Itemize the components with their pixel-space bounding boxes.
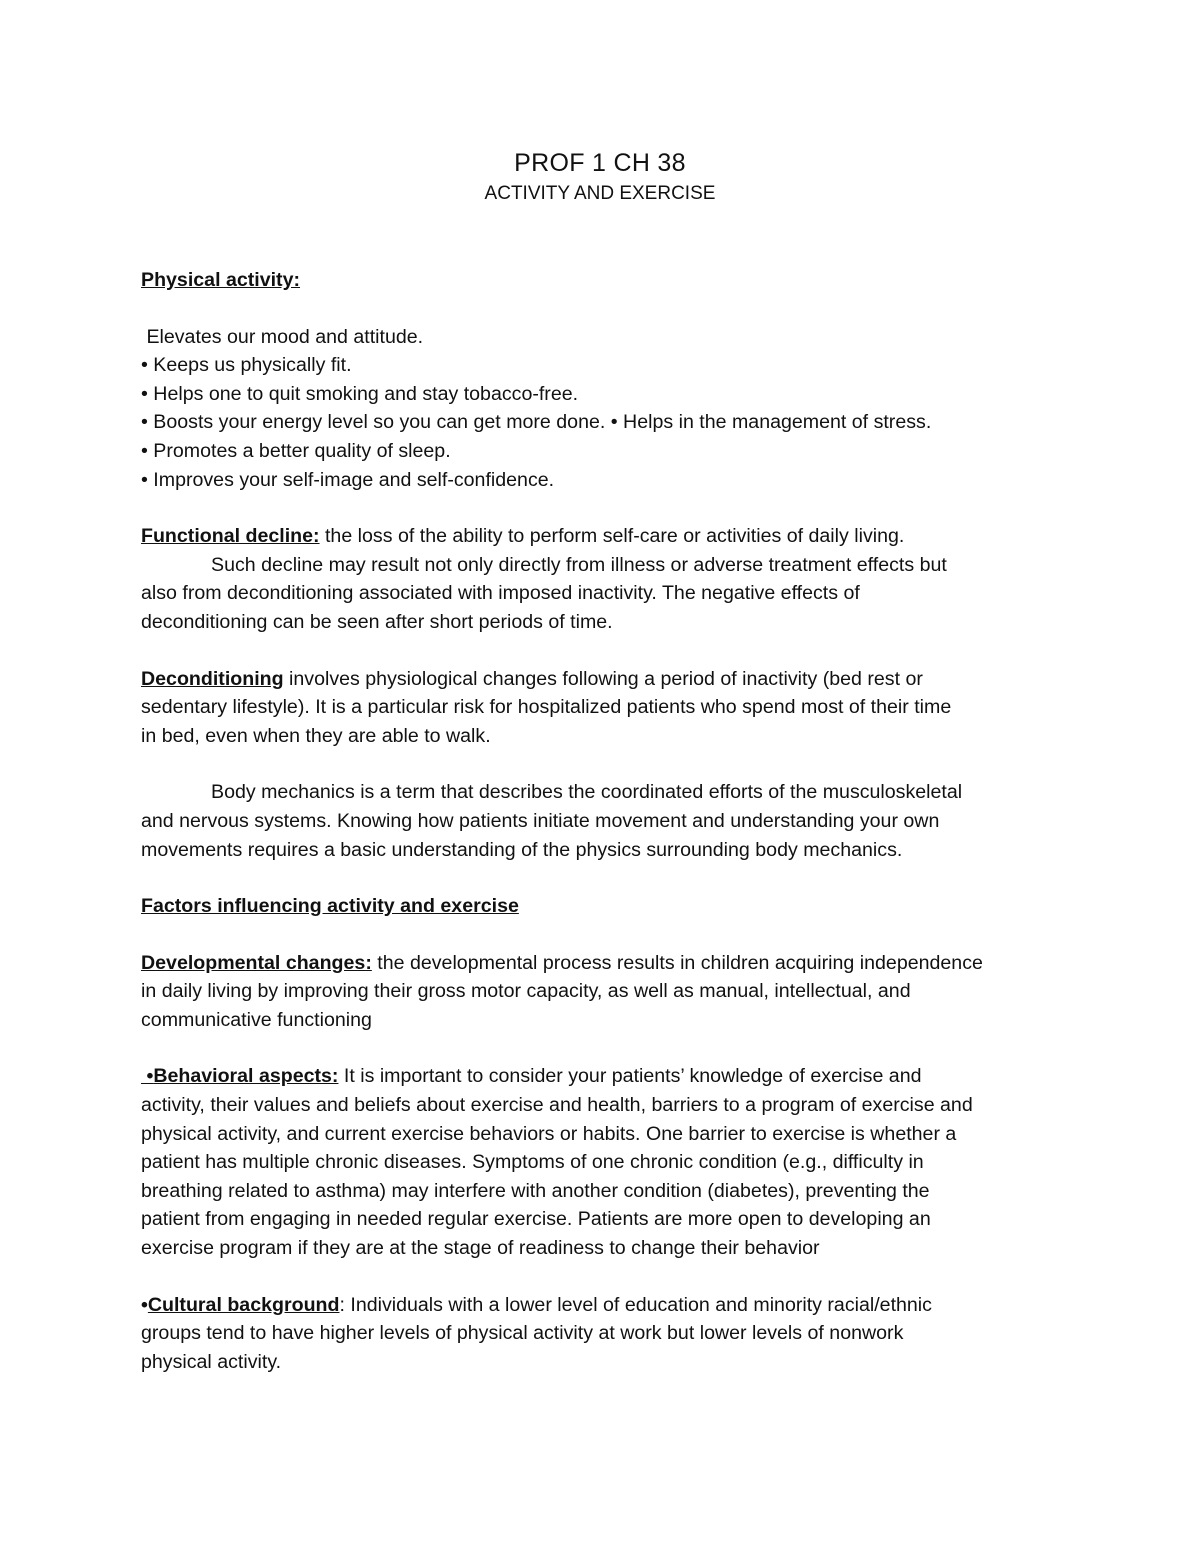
- developmental-paragraph-line: [141, 949, 1071, 978]
- body-mechanics-paragraph-line: and nervous systems. Knowing how patients initiate movement and understanding your own: [141, 809, 940, 832]
- developmental-paragraph-line: communicative functioning: [141, 1008, 372, 1031]
- functional-decline-heading: Functional decline:: [141, 525, 320, 548]
- behavioral-paragraph-line: activity, their values and beliefs about exercise and health, barriers to a program of exercise and: [141, 1094, 973, 1117]
- list-item: • Improves your self-image and self-confidence.: [141, 468, 555, 491]
- list-item: • Helps one to quit smoking and stay tobacco-free.: [141, 382, 579, 405]
- list-item: Elevates our mood and attitude.: [141, 325, 424, 348]
- list-item: • Boosts your energy level so you can get more done. • Helps in the management of stress.: [141, 411, 932, 434]
- functional-decline-text: the loss of the ability to perform self-care or activities of daily living.: [319, 525, 905, 548]
- functional-decline-paragraph-line: [141, 522, 1071, 551]
- functional-decline-paragraph-line: deconditioning can be seen after short periods of time.: [141, 610, 613, 633]
- cultural-heading: Cultural background: [147, 1293, 340, 1316]
- physical-activity-heading: Physical activity:: [141, 269, 301, 291]
- deconditioning-text: involves physiological changes following a period of inactivity (bed rest or: [283, 667, 923, 690]
- deconditioning-paragraph-line: sedentary lifestyle). It is a particular risk for hospitalized patients who spend most of their time: [141, 696, 952, 719]
- functional-decline-text: Such decline may result not only directly from illness or adverse treatment effects but: [211, 553, 947, 576]
- page-subtitle: ACTIVITY AND EXERCISE: [484, 183, 716, 204]
- cultural-paragraph-line: physical activity.: [141, 1350, 282, 1373]
- behavioral-paragraph-line: physical activity, and current exercise behaviors or habits. One barrier to exercise is whether a: [141, 1122, 957, 1145]
- behavioral-heading: Behavioral aspects:: [153, 1065, 339, 1088]
- document-body: [141, 266, 1071, 1376]
- cultural-text: : Individuals with a lower level of education and minority racial/ethnic: [339, 1293, 932, 1316]
- behavioral-text: It is important to consider your patients’ knowledge of exercise and: [338, 1065, 922, 1088]
- deconditioning-paragraph-line: [141, 665, 1071, 694]
- functional-decline-paragraph-line: also from deconditioning associated with imposed inactivity. The negative effects of: [141, 582, 860, 605]
- developmental-paragraph-line: in daily living by improving their gross motor capacity, as well as manual, intellectual, and: [141, 980, 911, 1003]
- behavioral-paragraph-line: patient from engaging in needed regular exercise. Patients are more open to developing an: [141, 1208, 931, 1231]
- behavioral-paragraph-line: exercise program if they are at the stage of readiness to change their behavior: [141, 1237, 820, 1260]
- behavioral-paragraph-line: [141, 1062, 1071, 1091]
- page-title: PROF 1 CH 38: [514, 149, 686, 177]
- deconditioning-paragraph-line: in bed, even when they are able to walk.: [141, 724, 491, 747]
- behavioral-paragraph-line: breathing related to asthma) may interfere with another condition (diabetes), preventing the: [141, 1179, 930, 1202]
- behavioral-heading-bullet: •: [141, 1065, 154, 1088]
- behavioral-paragraph-line: patient has multiple chronic diseases. Symptoms of one chronic condition (e.g., difficulty in: [141, 1151, 924, 1174]
- section-heading-factors: [141, 892, 1071, 921]
- developmental-heading: Developmental changes:: [141, 951, 372, 974]
- factors-heading: Factors influencing activity and exercise: [141, 895, 519, 918]
- body-mechanics-text: Body mechanics is a term that describes the coordinated efforts of the musculoskeletal: [211, 781, 963, 804]
- body-mechanics-paragraph-line: [141, 778, 1071, 807]
- cultural-paragraph-line: groups tend to have higher levels of physical activity at work but lower levels of nonwork: [141, 1322, 904, 1345]
- section-heading-physical-activity: [141, 266, 1071, 295]
- developmental-text: the developmental process results in children acquiring independence: [371, 951, 983, 974]
- deconditioning-heading: Deconditioning: [141, 667, 284, 690]
- body-mechanics-paragraph-line: movements requires a basic understanding of the physics surrounding body mechanics.: [141, 838, 903, 861]
- cultural-bullet: •: [141, 1293, 148, 1316]
- cultural-paragraph-line: [141, 1291, 1071, 1320]
- functional-decline-paragraph-line: [141, 551, 1071, 580]
- list-item: • Keeps us physically fit.: [141, 354, 352, 377]
- list-item: • Promotes a better quality of sleep.: [141, 439, 451, 462]
